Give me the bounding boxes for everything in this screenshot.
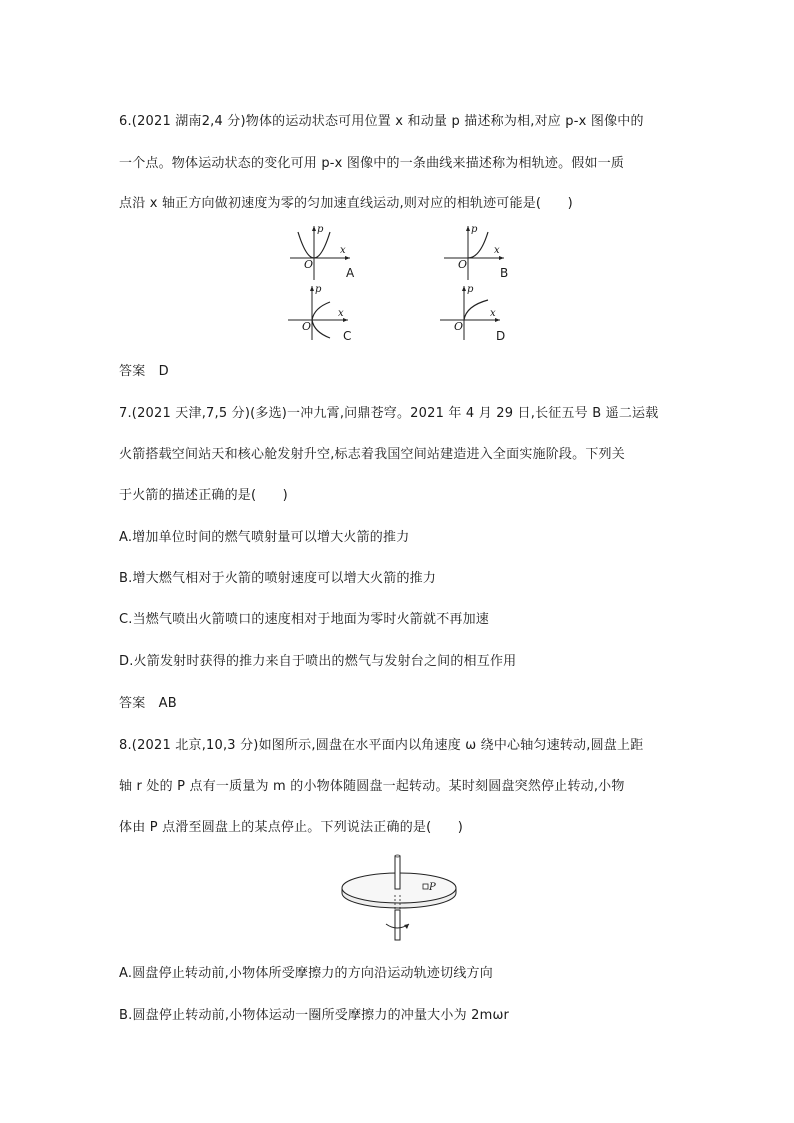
rotating-disc-figure	[338, 850, 464, 946]
graph-a-origin: O	[304, 258, 314, 271]
graph-d-y-label: p	[467, 284, 474, 295]
q8-option-a: A.圆盘停止转动前,小物体所受摩擦力的方向沿运动轨迹切线方向	[119, 966, 493, 981]
q6-stem-line-3: 点沿 x 轴正方向做初速度为零的匀加速直线运动,则对应的相轨迹可能是( )	[119, 196, 573, 211]
q8-stem-line-1: 8.(2021 北京,10,3 分)如图所示,圆盘在水平面内以角速度 ω 绕中心轴匀速转动,圆盘上距	[119, 738, 644, 753]
q7-answer: 答案 AB	[119, 696, 177, 711]
graph-c-x-label: x	[338, 308, 344, 319]
graph-a-x-label: x	[340, 245, 346, 256]
graph-a-y-label: p	[317, 224, 324, 235]
q6-stem-line-2: 一个点。物体运动状态的变化可用 p-x 图像中的一条曲线来描述称为相轨迹。假如一质	[119, 156, 625, 171]
graph-c-y-label: p	[315, 284, 322, 295]
q7-option-a: A.增加单位时间的燃气喷射量可以增大火箭的推力	[119, 530, 410, 545]
q7-stem-line-2: 火箭搭载空间站天和核心舱发射升空,标志着我国空间站建造进入全面实施阶段。下列关	[119, 447, 625, 462]
graph-c-label: C	[343, 329, 352, 343]
q6-answer: 答案 D	[119, 364, 169, 379]
q7-stem-line-1: 7.(2021 天津,7,5 分)(多选)一冲九霄,问鼎苍穹。2021 年 4 月 29 日,长征五号 B 遥二运载	[119, 406, 659, 421]
point-p-label: P	[429, 882, 436, 893]
graph-b-label: B	[500, 266, 509, 280]
graph-d-origin: O	[454, 320, 464, 333]
q8-option-b: B.圆盘停止转动前,小物体运动一圈所受摩擦力的冲量大小为 2mωr	[119, 1008, 510, 1023]
graph-c-origin: O	[302, 320, 312, 333]
q7-stem-line-3: 于火箭的描述正确的是( )	[119, 488, 288, 503]
q6-stem-line-1: 6.(2021 湖南2,4 分)物体的运动状态可用位置 x 和动量 p 描述称为相,对应 p-x 图像中的	[119, 114, 644, 129]
graph-d-label: D	[496, 329, 506, 343]
q7-option-b: B.增大燃气相对于火箭的喷射速度可以增大火箭的推力	[119, 571, 437, 586]
q8-stem-line-2: 轴 r 处的 P 点有一质量为 m 的小物体随圆盘一起转动。某时刻圆盘突然停止转动,小物	[119, 779, 625, 794]
q8-stem-line-3: 体由 P 点滑至圆盘上的某点停止。下列说法正确的是( )	[119, 820, 464, 835]
graph-b-x-label: x	[494, 245, 500, 256]
q7-option-d: D.火箭发射时获得的推力来自于喷出的燃气与发射台之间的相互作用	[119, 654, 517, 669]
graph-b-origin: O	[458, 258, 468, 271]
graph-a-label: A	[346, 266, 355, 280]
graph-b-y-label: p	[471, 224, 478, 235]
q7-option-c: C.当燃气喷出火箭喷口的速度相对于地面为零时火箭就不再加速	[119, 612, 490, 627]
graph-d-x-label: x	[490, 308, 496, 319]
